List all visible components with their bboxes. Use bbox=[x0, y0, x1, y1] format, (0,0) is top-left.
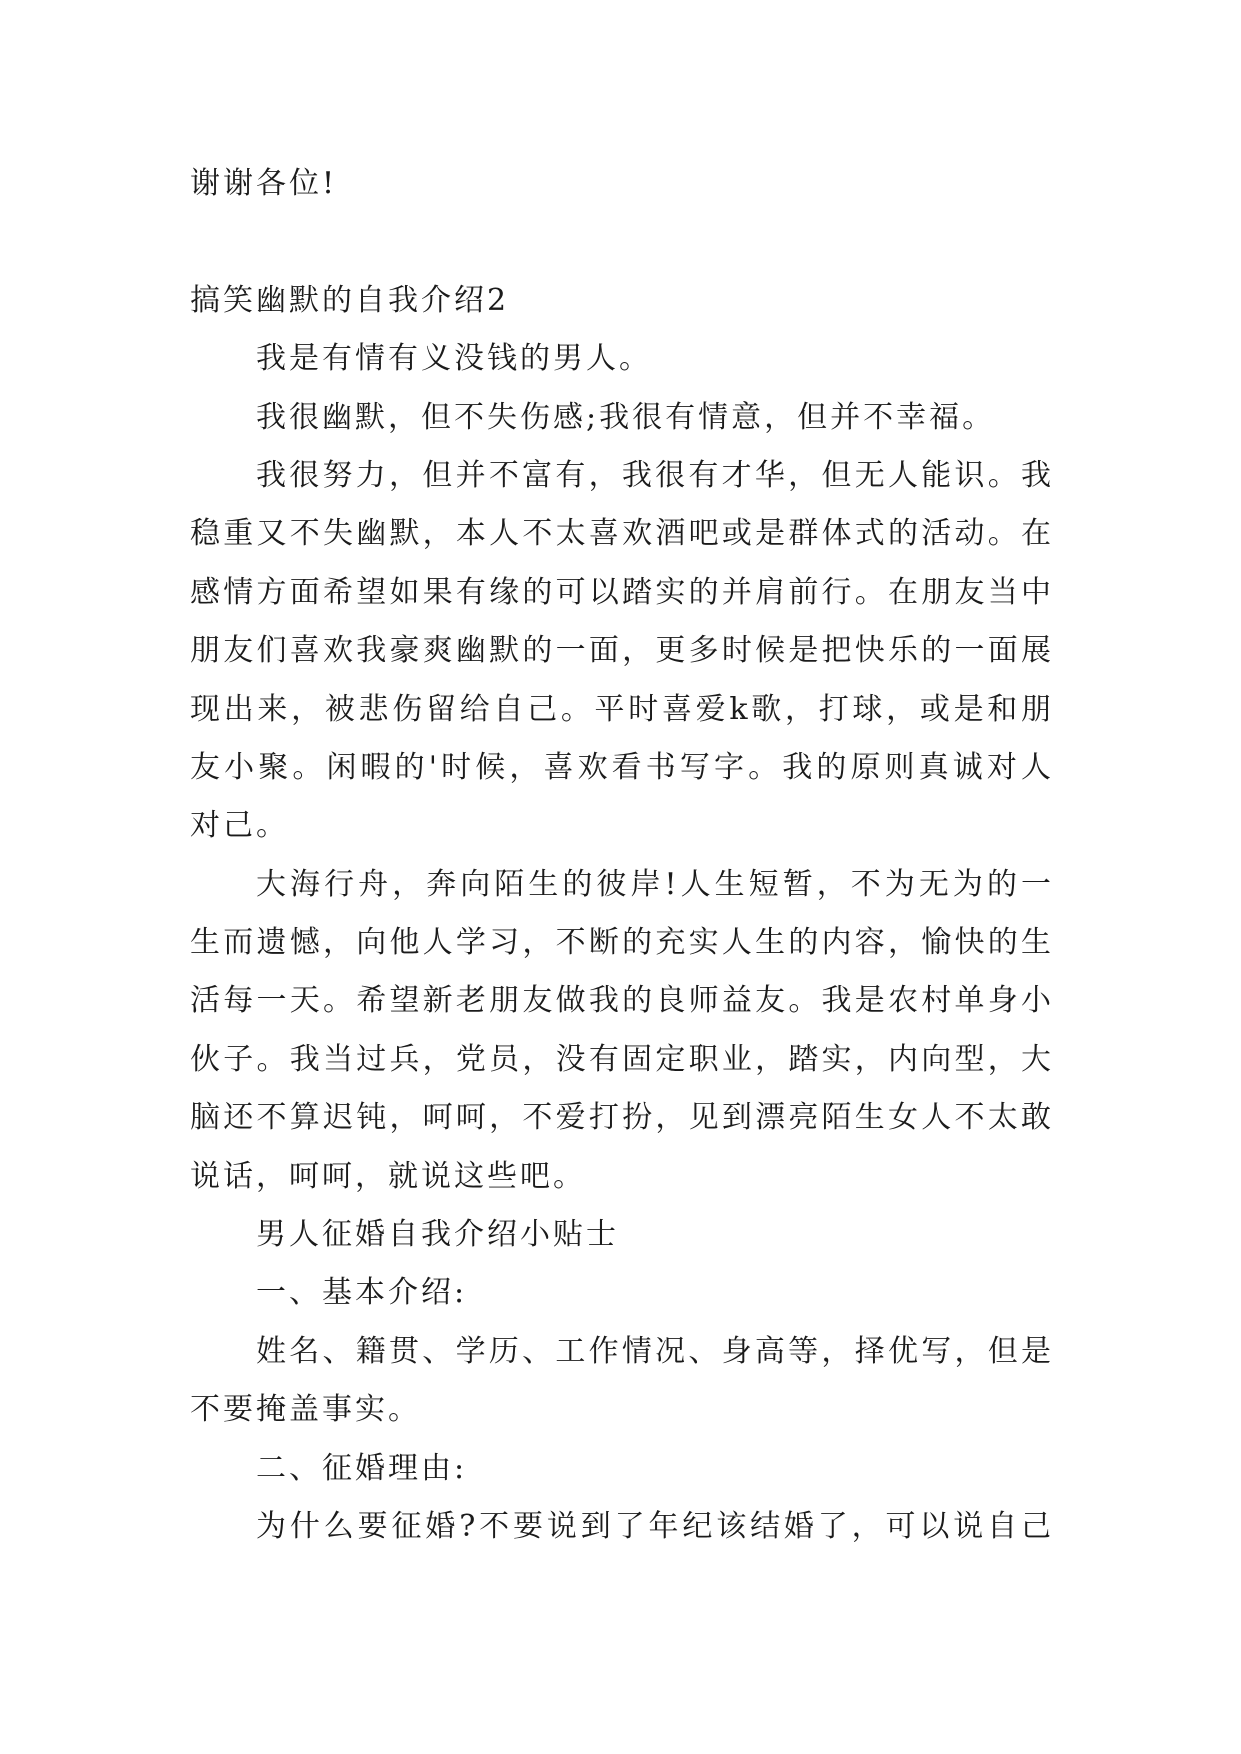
paragraph bbox=[190, 1440, 1051, 1498]
blank-line bbox=[190, 213, 1051, 271]
paragraph-line: 说话，呵呵，就说这些吧。 bbox=[190, 1158, 586, 1194]
paragraph bbox=[190, 1498, 1051, 1556]
paragraph-line: 大海行舟，奔向陌生的彼岸!人生短暂，不为无为的一 bbox=[256, 866, 1051, 902]
paragraph-line: 我是有情有义没钱的男人。 bbox=[256, 341, 652, 377]
paragraph bbox=[190, 1206, 1051, 1264]
paragraph-line: 我很努力，但并不富有，我很有才华，但无人能识。我 bbox=[256, 457, 1051, 493]
paragraph-line: 姓名、籍贯、学历、工作情况、身高等，择优写，但是 bbox=[256, 1333, 1051, 1369]
closing-line: 谢谢各位! bbox=[190, 166, 338, 201]
paragraph-line: 活每一天。希望新老朋友做我的良师益友。我是农村单身小 bbox=[190, 983, 1051, 1019]
paragraph bbox=[190, 856, 1051, 1206]
paragraph-line: 友小聚。闲暇的'时候，喜欢看书写字。我的原则真诚对人 bbox=[190, 749, 1051, 785]
paragraph bbox=[190, 330, 1051, 388]
paragraph-line: 感情方面希望如果有缘的可以踏实的并肩前行。在朋友当中 bbox=[190, 574, 1051, 610]
paragraph-line: 为什么要征婚?不要说到了年纪该结婚了，可以说自己 bbox=[256, 1508, 1051, 1544]
paragraph-line: 现出来，被悲伤留给自己。平时喜爱k歌，打球，或是和朋 bbox=[190, 691, 1051, 727]
paragraph-line: 生而遗憾，向他人学习，不断的充实人生的内容，愉快的生 bbox=[190, 925, 1051, 961]
paragraph bbox=[190, 1264, 1051, 1322]
paragraph-line: 对己。 bbox=[190, 808, 289, 844]
paragraph-line: 脑还不算迟钝，呵呵，不爱打扮，见到漂亮陌生女人不太敢 bbox=[190, 1100, 1051, 1136]
paragraph-line: 稳重又不失幽默，本人不太喜欢酒吧或是群体式的活动。在 bbox=[190, 516, 1051, 552]
paragraph bbox=[190, 447, 1051, 856]
list-heading-line: 二、征婚理由: bbox=[256, 1450, 468, 1486]
section-title: 搞笑幽默的自我介绍2 bbox=[190, 282, 510, 318]
paragraph bbox=[190, 389, 1051, 447]
paragraph-line: 朋友们喜欢我豪爽幽默的一面，更多时候是把快乐的一面展 bbox=[190, 633, 1051, 669]
paragraph-line: 不要掩盖事实。 bbox=[190, 1392, 421, 1428]
list-heading-line: 一、基本介绍: bbox=[256, 1275, 468, 1311]
document-page bbox=[190, 155, 1051, 1556]
paragraph-line: 我很幽默，但不失伤感;我很有情意，但并不幸福。 bbox=[256, 399, 996, 435]
subheading-line: 男人征婚自我介绍小贴士 bbox=[256, 1217, 619, 1253]
paragraph-line: 伙子。我当过兵，党员，没有固定职业，踏实，内向型，大 bbox=[190, 1041, 1051, 1077]
paragraph bbox=[190, 1323, 1051, 1440]
